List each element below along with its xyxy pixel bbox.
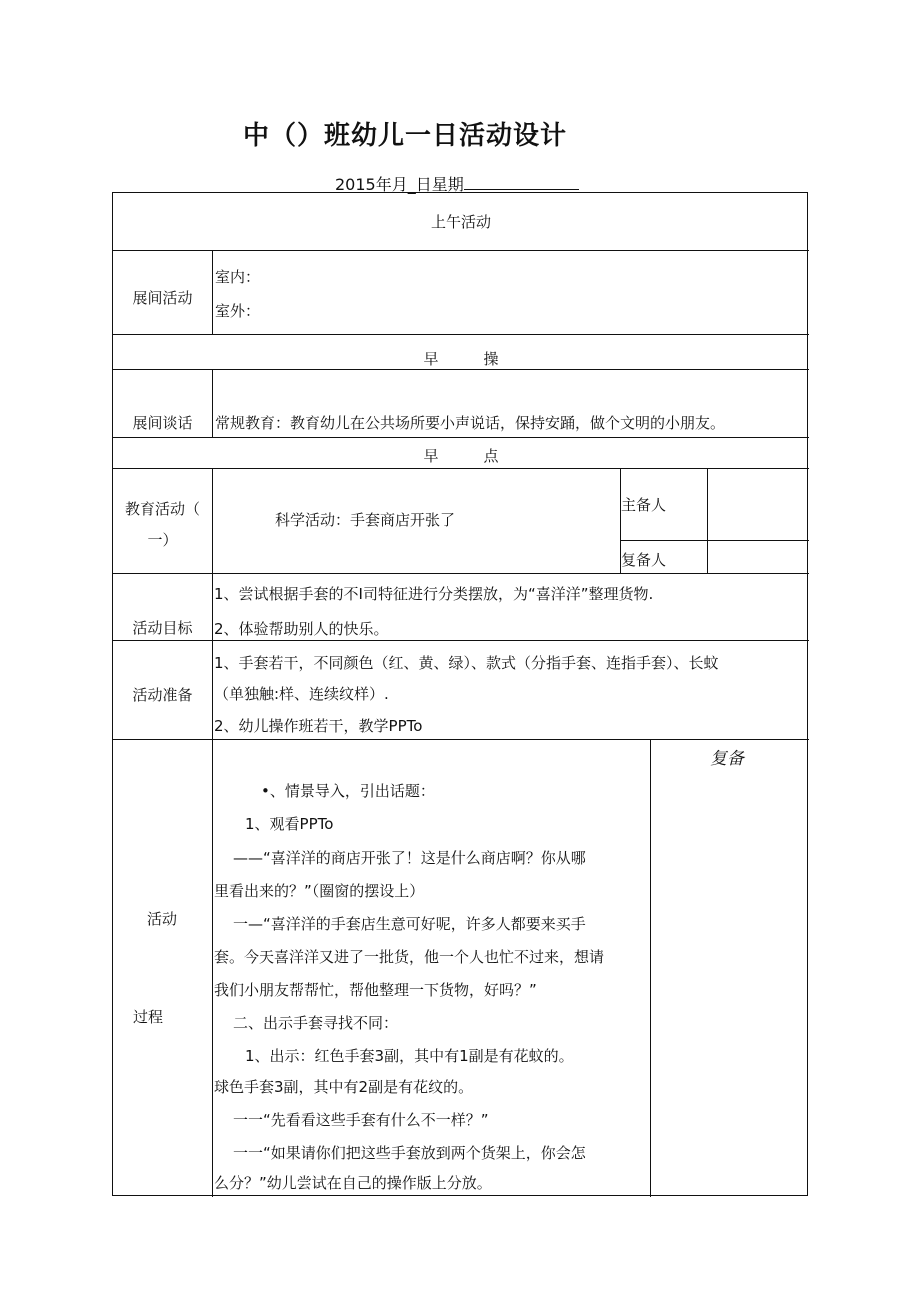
process-line: 一一“如果请你们把这些手套放到两个货架上，你会怎 [233,1144,586,1162]
preparation-line: （单独触:样、连续纹样）. [214,685,389,703]
goals-label: 活动目标 [132,619,193,637]
col-divider [650,739,651,1197]
education-label-line1: 教育活动（ [124,500,200,518]
goal-item: 2、体验帮助别人的快乐。 [214,620,389,638]
process-line: 么分？”幼儿尝试在自己的操作版上分放。 [214,1174,492,1192]
preparation-line: 2、幼儿操作班若干，教学PPTo [214,717,423,735]
process-label-line2: 过程 [133,1008,164,1026]
process-line: •、情景导入，引出话题： [261,782,435,800]
page-title: 中（）班幼儿一日活动设计 [242,121,567,151]
row-divider [113,468,809,469]
row-divider [113,739,809,740]
process-line: 套。今天喜洋洋又进了一批货，他一个人也忙不过来，想请 [214,948,605,966]
preparer-divider [620,540,809,541]
preparation-line: 1、手套若干，不同颜色（红、黄、绿）、款式（分指手套、连指手套）、长蚊 [214,654,719,672]
process-line: 1、观看PPTo [245,815,334,833]
indoor-field: 室内： [215,268,261,286]
morning-talk-content: 常规教育：教育幼儿在公共场所要小声说话，保持安踊，做个文明的小朋友。 [215,414,726,432]
process-line: 1、出示：红色手套3副，其中有1副是有花蚊的。 [245,1047,574,1065]
preparation-label: 活动准备 [132,686,193,704]
process-line: 里看出来的？”（圈窗的摆设上） [214,882,425,900]
morning-snack: 早 点 [423,447,499,465]
outdoor-field: 室外： [215,302,261,320]
date-blank [464,175,579,190]
review-label: 复备 [710,749,744,769]
process-line: 二、出示手套寻找不同： [233,1014,399,1032]
process-line: 球色手套3副，其中有2副是有花纹的。 [214,1078,474,1096]
goal-item: 1、尝试根据手套的不I司特征进行分类摆放，为“喜洋洋”整理货物. [214,585,654,603]
process-label-line1: 活动 [147,910,178,928]
process-line: ——“喜洋洋的商店开张了！这是什么商店啊？你从哪 [233,849,586,867]
col-divider [212,468,213,1197]
row-divider [113,437,809,438]
col-divider [707,468,708,573]
row-divider [113,640,809,641]
activity-table [112,192,808,1196]
date-text: 2015年月_日星期 [335,175,464,194]
morning-header: 上午活动 [430,213,491,231]
row-divider [113,573,809,574]
morning-talk-label: 展间谈话 [132,414,193,432]
row-divider [113,250,809,251]
morning-exercise: 早 操 [423,350,499,368]
row-divider [113,334,809,335]
free-activity-label: 展间活动 [132,289,193,307]
process-line: 一一“先看看这些手套有什么不一样？” [233,1111,489,1129]
education-activity-name: 科学活动：手套商店开张了 [275,511,456,529]
main-preparer-label: 主备人 [621,496,667,514]
education-label-line2: 一） [147,531,178,549]
second-preparer-label: 复备人 [621,551,667,569]
process-line: 我们小朋友帮帮忙，帮他整理一下货物，好吗？” [214,981,537,999]
col-divider [212,250,213,334]
process-line: 一—“喜洋洋的手套店生意可好呢，许多人都要来买手 [233,915,586,933]
row-divider [113,369,809,370]
col-divider [212,369,213,437]
